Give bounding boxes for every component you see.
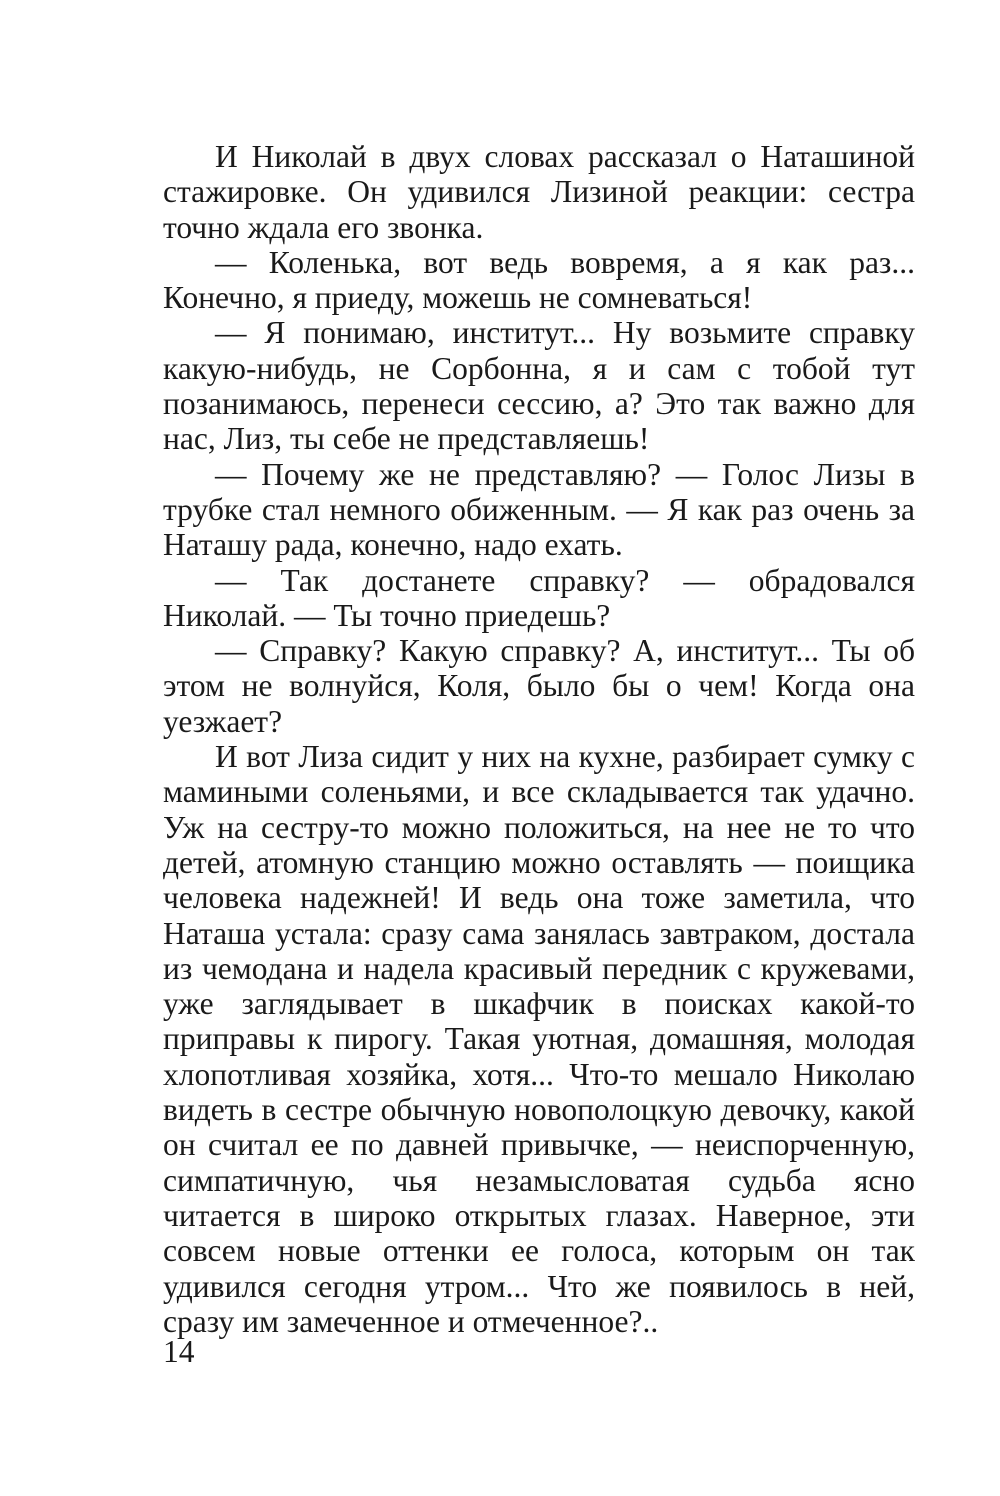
paragraph-3: — Я понимаю, институт... Ну возьмите справку какую-нибудь, не Сорбонна, я и сам с тобой тут позанимаюсь, перенеси сессию, а? Это так важно для нас, Лиз, ты себе не представляешь! (163, 315, 915, 457)
paragraph-6: — Справку? Какую справку? А, институт... Ты об этом не волнуйся, Коля, было бы о чем! Когда она уезжает? (163, 633, 915, 739)
paragraph-7: И вот Лиза сидит у них на кухне, разбирает сумку с мамиными соленьями, и все складывается так удачно. Уж на сестру-то можно положиться, на нее не то что детей, атомную станцию можно оставлять — поищика человека надежней! И ведь она тоже заметила, что Наташа устала: сразу сама занялась завтраком, достала из чемодана и надела красивый передник с кружевами, уже заглядывает в шкафчик в поисках какой-то приправы к пирогу. Такая уютная, домашняя, молодая хлопотливая хозяйка, хотя... Что-то мешало Николаю видеть в сестре обычную новополоцкую девочку, какой он считал ее по давней привычке, — неиспорченную, симпатичную, чья незамысловатая судьба ясно читается в широко открытых глазах. Наверное, эти совсем новые оттенки ее голоса, которым он так удивился сегодня утром... Что же появилось в ней, сразу им замеченное и отмеченное?.. (163, 739, 915, 1339)
paragraph-4: — Почему же не представляю? — Голос Лизы в трубке стал немного обиженным. — Я как раз очень за Наташу рада, конечно, надо ехать. (163, 456, 915, 563)
paragraph-1: И Николай в двух словах рассказал о Наташиной стажировке. Он удивился Лизиной реакции: сестра точно ждала его звонка. (163, 139, 915, 245)
page-number: 14 (163, 1334, 195, 1369)
paragraph-5: — Так достанете справку? — обрадовался Николай. — Ты точно приедешь? (163, 562, 915, 633)
page-body (163, 139, 915, 1339)
paragraph-2: — Коленька, вот ведь вовремя, а я как раз... Конечно, я приеду, можешь не сомневаться! (163, 244, 915, 316)
